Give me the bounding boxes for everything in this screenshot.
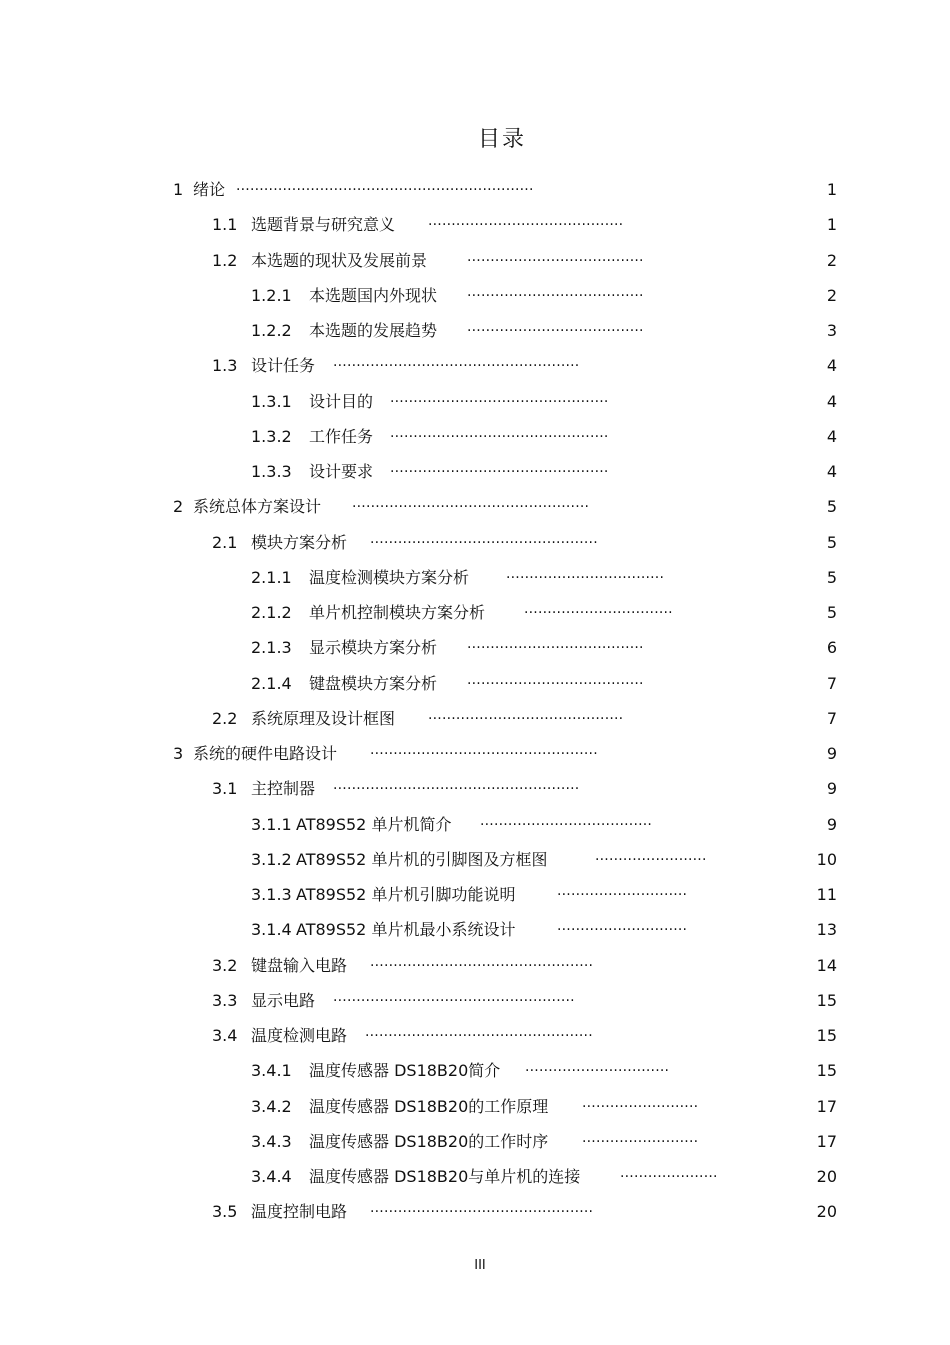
toc-entry[interactable] <box>0 877 950 912</box>
toc-entry[interactable] <box>0 983 950 1018</box>
toc-entry-number: 2.1 <box>212 532 238 552</box>
toc-entry[interactable] <box>0 1194 950 1229</box>
toc-entry-title: 键盘输入电路 <box>251 955 348 975</box>
toc-entry-number: 1.1 <box>212 215 238 235</box>
toc-entry-page: 5 <box>826 532 837 552</box>
toc-entry-page: 11 <box>816 885 837 904</box>
toc-entry-number: 3.5 <box>212 1202 238 1222</box>
toc-entry[interactable] <box>0 454 950 489</box>
toc-entry-page: 1 <box>826 180 837 199</box>
dot-leader: .................................................... <box>333 988 575 1005</box>
toc-entry-title: 设计任务 <box>251 356 316 376</box>
toc-entry-title: AT89S52 单片机引脚功能说明 <box>296 885 516 904</box>
toc-entry[interactable] <box>0 948 950 983</box>
toc-entry[interactable] <box>0 1053 950 1088</box>
toc-entry[interactable] <box>0 1159 950 1194</box>
toc-entry-title: 键盘模块方案分析 <box>309 673 438 693</box>
toc-entry-title: 温度检测电路 <box>251 1026 348 1045</box>
dot-leader: ................................ <box>524 601 673 617</box>
toc-entry-page: 17 <box>816 1096 837 1116</box>
toc-entry-page: 14 <box>816 955 837 975</box>
toc-entry-title: 显示电路 <box>251 990 316 1010</box>
toc-entry-title: AT89S52 单片机最小系统设计 <box>296 920 516 940</box>
toc-entry-number: 2.1.4 <box>251 673 292 693</box>
toc-entry-number: 3.4.1 <box>251 1061 292 1081</box>
toc-entry-page: 5 <box>826 567 837 587</box>
dot-leader: ............................................... <box>390 424 609 441</box>
toc-entry-title: 系统的硬件电路设计 <box>193 744 338 763</box>
toc-entry-page: 17 <box>816 1131 837 1151</box>
page-number-footer: III <box>474 1258 486 1273</box>
toc-entry-title: 主控制器 <box>251 779 316 799</box>
toc-entry-title: 系统总体方案设计 <box>193 497 322 517</box>
toc-entry-page: 13 <box>816 920 837 940</box>
dot-leader: ......................... <box>582 1129 699 1146</box>
dot-leader: .......................................... <box>428 213 624 230</box>
toc-entry-number: 3.3 <box>212 990 238 1010</box>
toc-entry-number: 1.3.3 <box>251 462 292 481</box>
toc-entry-page: 5 <box>826 497 837 517</box>
toc-entry-title: 温度传感器 DS18B20的工作原理 <box>309 1096 549 1116</box>
dot-leader: .................................. <box>506 565 665 582</box>
toc-entry-number: 3.2 <box>212 955 238 975</box>
toc-entry-title: 显示模块方案分析 <box>309 638 438 658</box>
dot-leader: ...................................... <box>467 636 644 653</box>
toc-entry-number: 3.1.1 <box>251 814 292 834</box>
toc-entry-page: 20 <box>816 1202 837 1222</box>
toc-entry-number: 3.4.4 <box>251 1167 292 1186</box>
toc-entry[interactable] <box>0 701 950 736</box>
toc-entry[interactable] <box>0 630 950 665</box>
dot-leader: ................................................. <box>365 1024 593 1040</box>
toc-entry-number: 2.2 <box>212 708 238 728</box>
toc-entry-page: 2 <box>826 285 837 305</box>
toc-entry-title: 模块方案分析 <box>251 532 348 552</box>
toc-entry-title: 系统原理及设计框图 <box>251 708 396 728</box>
dot-leader: .......................................... <box>428 706 624 723</box>
toc-entry-page: 10 <box>816 849 837 869</box>
toc-entry-number: 2 <box>173 497 184 517</box>
toc-entry[interactable] <box>0 207 950 242</box>
toc-entry[interactable] <box>0 313 950 348</box>
dot-leader: ...................................... <box>467 319 644 335</box>
toc-entry-number: 3.4.3 <box>251 1131 292 1151</box>
toc-entry[interactable] <box>0 842 950 877</box>
toc-entry-number: 2.1.2 <box>251 603 292 622</box>
dot-leader: ..................................................... <box>333 354 580 371</box>
toc-entry-page: 1 <box>826 215 837 235</box>
dot-leader: ............................................... <box>390 460 609 476</box>
toc-entry-number: 1.2.2 <box>251 321 292 340</box>
toc-entry-title: 温度传感器 DS18B20与单片机的连接 <box>309 1167 581 1186</box>
dot-leader: ............................... <box>525 1059 670 1076</box>
toc-entry-title: 单片机控制模块方案分析 <box>309 603 486 622</box>
dot-leader: ................................................................ <box>236 178 534 194</box>
toc-entry-number: 3 <box>173 744 184 763</box>
toc-entry[interactable] <box>0 384 950 419</box>
toc-entry-page: 7 <box>826 708 837 728</box>
toc-entry[interactable] <box>0 807 950 842</box>
toc-entry-title: AT89S52 单片机的引脚图及方框图 <box>296 849 548 869</box>
toc-entry-number: 3.4.2 <box>251 1096 292 1116</box>
toc-entry-number: 3.4 <box>212 1026 238 1045</box>
toc-entry-page: 4 <box>826 462 837 481</box>
dot-leader: ................................................... <box>352 495 590 512</box>
toc-entry-number: 1 <box>173 180 184 199</box>
toc-entry-page: 4 <box>826 356 837 376</box>
dot-leader: ...................................... <box>467 671 644 688</box>
toc-entry[interactable] <box>0 1018 950 1053</box>
toc-entry-page: 3 <box>826 321 837 340</box>
dot-leader: ..................... <box>620 1165 718 1181</box>
toc-entry-title: 本选题的发展趋势 <box>309 321 438 340</box>
toc-entry-page: 7 <box>826 673 837 693</box>
dot-leader: ........................ <box>595 847 707 864</box>
toc-title: 目录 <box>477 127 526 152</box>
toc-entry-page: 9 <box>826 779 837 799</box>
toc-entry-number: 2.1.3 <box>251 638 292 658</box>
toc-entry-page: 15 <box>816 1026 837 1045</box>
toc-entry[interactable] <box>0 771 950 806</box>
toc-entry[interactable] <box>0 243 950 278</box>
dot-leader: ............................ <box>557 918 688 935</box>
toc-entry[interactable] <box>0 912 950 947</box>
toc-entry-page: 4 <box>826 391 837 411</box>
table-of-contents <box>0 172 950 1230</box>
toc-entry-page: 2 <box>826 250 837 270</box>
toc-entry[interactable] <box>0 666 950 701</box>
toc-entry-title: 设计目的 <box>309 391 374 411</box>
toc-entry-page: 15 <box>816 1061 837 1081</box>
toc-entry-number: 3.1 <box>212 779 238 799</box>
toc-entry-number: 1.3 <box>212 356 238 376</box>
toc-entry-page: 15 <box>816 990 837 1010</box>
toc-entry[interactable] <box>0 1089 950 1124</box>
toc-entry-title: 温度传感器 DS18B20简介 <box>309 1061 501 1081</box>
toc-entry-page: 5 <box>826 603 837 622</box>
dot-leader: ................................................ <box>370 953 594 970</box>
toc-entry-number: 2.1.1 <box>251 567 292 587</box>
toc-entry-page: 20 <box>816 1167 837 1186</box>
toc-entry-title: 工作任务 <box>309 426 374 446</box>
toc-entry-page: 4 <box>826 426 837 446</box>
toc-entry-number: 1.2.1 <box>251 285 292 305</box>
toc-entry[interactable] <box>0 1124 950 1159</box>
toc-entry-number: 3.1.4 <box>251 920 292 940</box>
toc-entry[interactable] <box>0 419 950 454</box>
toc-entry[interactable] <box>0 489 950 524</box>
toc-entry-number: 1.3.2 <box>251 426 292 446</box>
toc-entry-page: 9 <box>826 744 837 763</box>
toc-entry-title: 设计要求 <box>309 462 374 481</box>
toc-entry-title: AT89S52 单片机简介 <box>296 814 452 834</box>
dot-leader: ................................................. <box>370 742 598 758</box>
toc-entry-number: 1.2 <box>212 250 238 270</box>
toc-entry[interactable] <box>0 525 950 560</box>
toc-entry-number: 1.3.1 <box>251 391 292 411</box>
dot-leader: ................................................. <box>370 530 598 547</box>
toc-entry[interactable] <box>0 278 950 313</box>
dot-leader: ..................................................... <box>333 777 580 794</box>
toc-entry[interactable] <box>0 736 950 771</box>
toc-entry-title: 选题背景与研究意义 <box>251 215 396 235</box>
toc-entry-page: 9 <box>826 814 837 834</box>
dot-leader: ...................................... <box>467 283 644 300</box>
dot-leader: ............................................... <box>390 389 609 406</box>
toc-entry-title: 本选题的现状及发展前景 <box>251 250 428 270</box>
toc-entry-title: 温度传感器 DS18B20的工作时序 <box>309 1131 549 1151</box>
dot-leader: ...................................... <box>467 248 644 265</box>
dot-leader: ......................... <box>582 1094 699 1111</box>
toc-entry-number: 3.1.3 <box>251 885 292 904</box>
dot-leader: ............................ <box>557 883 688 899</box>
toc-entry-page: 6 <box>826 638 837 658</box>
toc-entry[interactable] <box>0 560 950 595</box>
toc-entry-title: 绪论 <box>193 180 226 199</box>
toc-entry[interactable] <box>0 595 950 630</box>
toc-entry[interactable] <box>0 172 950 207</box>
toc-entry-title: 温度检测模块方案分析 <box>309 567 470 587</box>
dot-leader: ................................................ <box>370 1200 594 1217</box>
toc-entry-title: 温度控制电路 <box>251 1202 348 1222</box>
toc-entry[interactable] <box>0 348 950 383</box>
dot-leader: ..................................... <box>480 812 653 829</box>
toc-entry-title: 本选题国内外现状 <box>309 285 438 305</box>
toc-entry-number: 3.1.2 <box>251 849 292 869</box>
